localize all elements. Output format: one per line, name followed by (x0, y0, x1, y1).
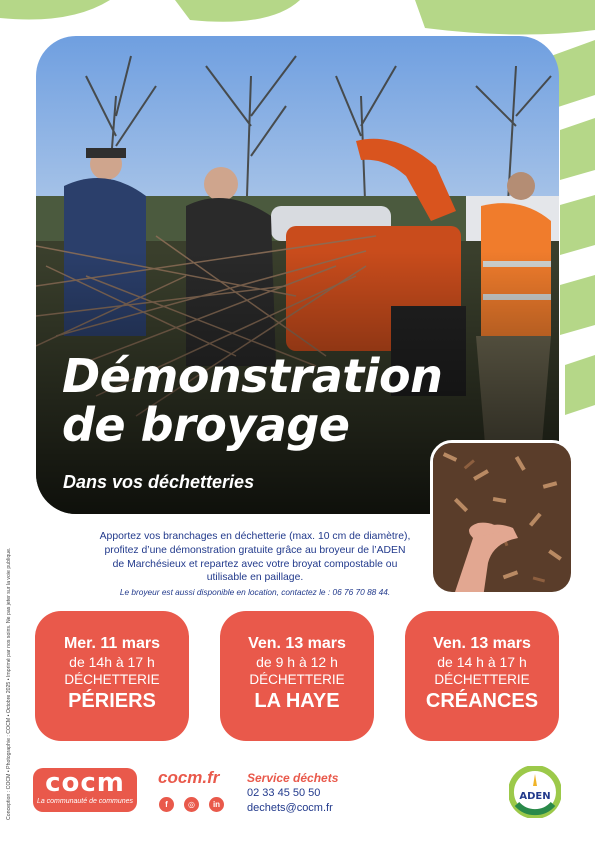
linkedin-icon[interactable]: in (209, 797, 224, 812)
aden-logo-text: ADEN (519, 791, 551, 802)
service-phone[interactable]: 02 33 45 50 50 (247, 787, 321, 799)
wood-chips-photo (430, 440, 574, 595)
date-label: DÉCHETTERIE (249, 672, 345, 687)
intro-line-1: Apportez vos branchages en déchetterie (max. 10 cm de diamètre), (99, 531, 411, 542)
intro-line-4: utilisable en paillage. (206, 572, 304, 584)
date-place: PÉRIERS (68, 690, 156, 712)
logo-sub-text: La communauté de communes (36, 798, 134, 805)
service-email[interactable]: dechets@cocm.fr (247, 802, 333, 814)
facebook-icon[interactable]: f (159, 797, 174, 812)
intro-text (82, 530, 428, 585)
instagram-icon[interactable]: ◎ (184, 797, 199, 812)
date-day: Mer. 11 mars (63, 635, 161, 652)
rental-note: Le broyeur est aussi disponible en location, contactez le : 06 76 70 88 44. (119, 587, 391, 597)
service-title: Service déchets (247, 771, 339, 785)
aden-logo (509, 766, 561, 818)
page-subtitle: Dans vos déchetteries (63, 472, 255, 492)
logo-main-text: cocm (45, 768, 125, 798)
date-card-la-haye (220, 611, 374, 741)
website-link[interactable]: cocm.fr (158, 768, 220, 787)
date-label: DÉCHETTERIE (64, 672, 160, 687)
date-card-creances (405, 611, 559, 741)
date-day: Ven. 13 mars (248, 635, 346, 652)
cocm-logo[interactable] (33, 768, 137, 812)
date-time: de 14 h à 17 h (437, 654, 527, 670)
date-place: LA HAYE (254, 690, 340, 712)
intro-line-2: profitez d’une démonstration gratuite grâce au broyeur de l’ADEN (104, 544, 406, 556)
intro-line-3: de Marchésieux et repartez avec votre broyat compostable ou (112, 558, 398, 570)
date-card-periers (35, 611, 189, 741)
date-label: DÉCHETTERIE (434, 672, 530, 687)
date-time: de 9 h à 12 h (256, 654, 338, 670)
date-time: de 14h à 17 h (69, 654, 155, 670)
title-line-2: de broyage (62, 398, 350, 452)
date-place: CRÉANCES (425, 690, 539, 712)
page-title (62, 349, 542, 452)
title-line-1: Démonstration (62, 349, 443, 403)
credits-text: Conception : COCM • Photographie : COCM • Octobre 2025 • Imprimé par nos soins. Ne pas jeter sur la voie publique. (6, 547, 12, 820)
date-day: Ven. 13 mars (433, 635, 531, 652)
